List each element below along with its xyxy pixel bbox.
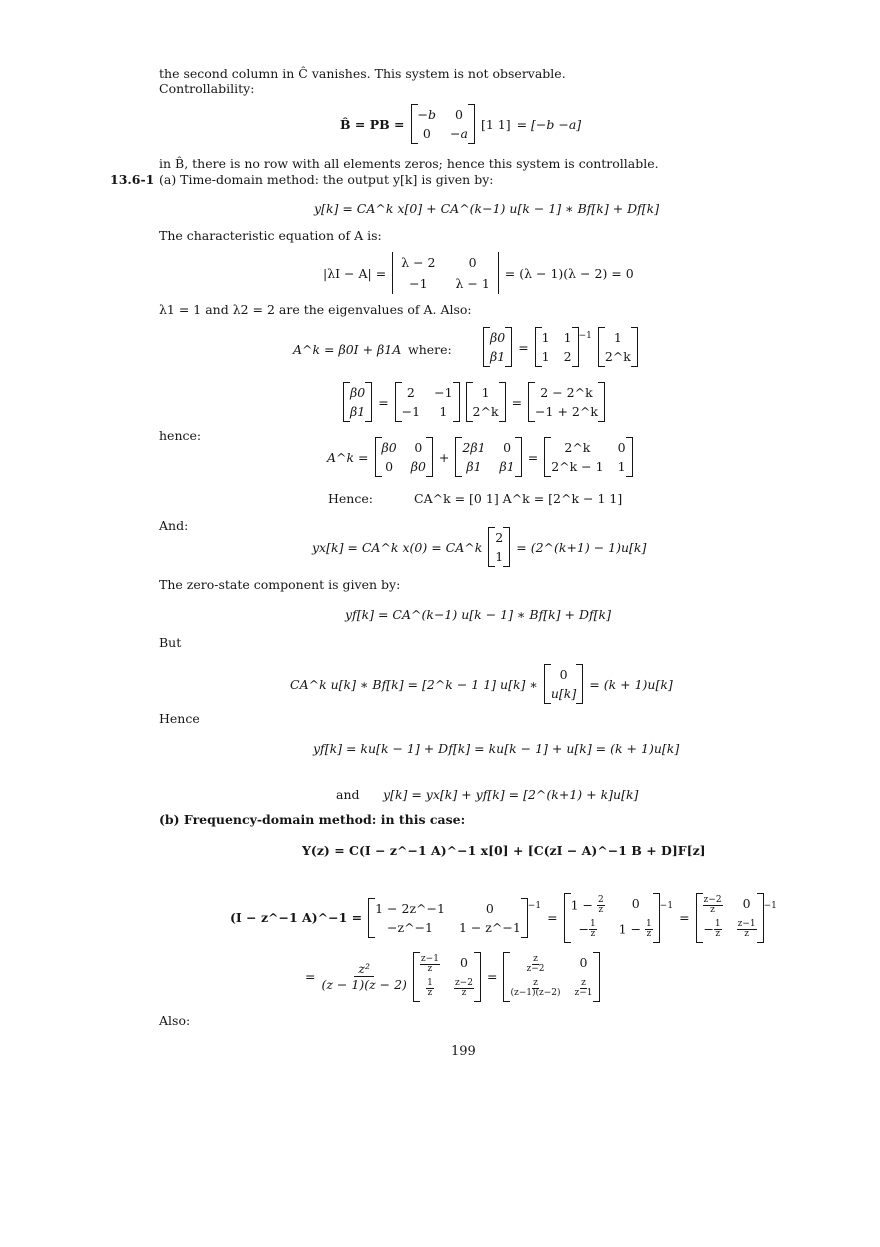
cak-equation: CA^k = [0 1] A^k = [2^k − 1 1] <box>414 491 623 506</box>
controllability-equation <box>340 104 581 144</box>
eq-lhs: B̂ = PB = <box>340 116 405 132</box>
row-vector: [1 1] <box>480 116 511 132</box>
matrix-cell: 2^k <box>472 404 499 419</box>
matrix-cell: 1 <box>481 385 490 400</box>
matrix-cell: 1 − 2z^−1 <box>375 900 445 916</box>
eq-rhs: = [−b −a] <box>516 116 582 132</box>
eq-lhs: CA^k u[k] ∗ Bf[k] = [2^k − 1 1] u[k] ∗ <box>290 676 538 692</box>
matrix <box>544 437 632 477</box>
matrix-cell: 0 <box>385 459 394 474</box>
matrix-cell: 0 <box>503 440 512 455</box>
convolution-equation <box>290 664 673 704</box>
output-equation: y[k] = CA^k x[0] + CA^(k−1) u[k − 1] ∗ Bf[k] + Df[k] <box>314 201 660 216</box>
matrix-cell: 2^k <box>604 349 631 364</box>
matrix-cell: 2^k <box>564 440 591 455</box>
page-number: 199 <box>451 1044 476 1059</box>
matrix-cell: −a <box>450 126 468 141</box>
matrix-cell: −b <box>417 107 437 122</box>
matrix-cell: 1 <box>563 330 572 345</box>
matrix <box>343 382 372 422</box>
hence-label: hence: <box>159 428 202 443</box>
text-line: the second column in Ĉ vanishes. This system is not observable. <box>159 66 566 81</box>
matrix-cell: −z^−1 <box>387 919 434 935</box>
matrix-cell: β0 <box>410 459 426 474</box>
matrix: $\frac{z}{z-2}$ 0 $\frac{z}{(z-1)(z-2)}$ $\frac{z}{z-1}$ <box>503 952 599 1002</box>
matrix-cell: u[k] <box>550 686 577 701</box>
text-line: Controllability: <box>159 81 255 96</box>
matrix <box>368 898 528 938</box>
matrix-cell: 1 <box>439 404 448 419</box>
part-a-heading: (a) Time-domain method: the output y[k] is given by: <box>159 172 494 187</box>
matrix-cell: 2 <box>563 349 572 364</box>
matrix-cell: λ − 2 <box>401 255 436 270</box>
matrix-cell: 1 <box>613 330 622 345</box>
inverse-result: = $\frac{\text{z²}}{(z - 1)(z - 2)}$ $\frac{z-1}{z}$ 0 $\frac{1}{z}$ $\frac{z-2}{z}$ = $\frac{z}{z-2}$ 0 $\frac{z}{(z-1)(z-2)}$ $\frac{z}{z-1}$ <box>305 952 600 1002</box>
matrix <box>466 382 506 422</box>
and-label: And: <box>159 518 189 533</box>
matrix <box>375 437 433 477</box>
matrix-cell: 2^k − 1 <box>551 459 604 474</box>
text-line: The zero-state component is given by: <box>159 577 401 592</box>
hence-label: Hence: <box>328 491 373 506</box>
eq-lhs: (I − z^−1 A)^−1 = <box>230 910 363 926</box>
text-line: in B̂, there is no row with all elements zeros; hence this system is controllable. <box>159 156 659 171</box>
matrix-cell: 1 <box>495 549 504 564</box>
matrix-cell: 1 <box>541 330 550 345</box>
text-line: The characteristic equation of A is: <box>159 228 382 243</box>
matrix-cell: 2 <box>495 530 504 545</box>
y-total-equation: y[k] = yx[k] + yf[k] = [2^(k+1) + k]u[k] <box>383 787 639 802</box>
matrix <box>528 382 605 422</box>
matrix-cell: 0 <box>485 900 494 916</box>
matrix <box>598 327 638 367</box>
matrix-cell: 0 <box>559 667 568 682</box>
matrix-cell: 0 <box>455 107 463 122</box>
beta-definition: β0 β1 = 1 1 1 2 −1 1 2^k <box>483 327 638 367</box>
hence-label: Hence <box>159 711 200 726</box>
eq-rhs: = (k + 1)u[k] <box>589 676 673 692</box>
matrix-cell: 0 <box>422 126 431 141</box>
matrix-cell: β0 <box>381 440 397 455</box>
matrix: 1 − $\frac{2}{z}$ 0 − $\frac{1}{z}$ 1 − $\frac{1}{z}$ <box>564 893 660 943</box>
ak-computation: A^k = β0 0 0 β0 + 2β1 0 β1 β1 = 2^k 0 2^k − 1 1 <box>327 437 633 477</box>
matrix-cell: 2 <box>406 385 415 400</box>
matrix-cell: 0 <box>617 440 626 455</box>
matrix-cell: λ − 1 <box>455 276 490 291</box>
where-label: where: <box>408 342 452 357</box>
eq-rhs: = (λ − 1)(λ − 2) = 0 <box>504 265 634 281</box>
and-word: and <box>336 787 360 802</box>
yx-equation <box>312 527 646 567</box>
problem-number: 13.6-1 <box>110 172 155 187</box>
eq-lhs: |λI − A| = <box>323 265 387 281</box>
but-label: But <box>159 635 182 650</box>
matrix-cell: 0 <box>468 255 477 270</box>
matrix <box>395 382 460 422</box>
matrix-cell: 1 <box>541 349 550 364</box>
matrix: $\frac{z-1}{z}$ 0 $\frac{1}{z}$ $\frac{z-2}{z}$ <box>413 952 481 1002</box>
inverse-computation: (I − z^−1 A)^−1 = 1 − 2z^−1 0 −z^−1 1 − z^−1 −1 = 1 − $\frac{2}{z}$ 0 − $\frac{1}{z}$ 1 − $\frac{1}{z}$ −1 = $\frac{z-2}{z}$ 0 − $\frac{1}{z}$ $\frac{z-1}{z}$ −1 <box>230 893 777 943</box>
matrix-cell: β1 <box>499 459 515 474</box>
determinant <box>392 252 499 294</box>
yf-result: yf[k] = ku[k − 1] + Df[k] = ku[k − 1] + u[k] = (k + 1)u[k] <box>313 741 680 756</box>
eq-rhs: = (2^(k+1) − 1)u[k] <box>516 539 647 555</box>
eq-lhs: yx[k] = CA^k x(0) = CA^k <box>312 539 483 555</box>
matrix-cell: β0 <box>490 330 506 345</box>
matrix <box>488 527 510 567</box>
matrix: $\frac{z-2}{z}$ 0 − $\frac{1}{z}$ $\frac{z-1}{z}$ <box>696 893 764 943</box>
matrix-cell: 2 − 2^k <box>540 385 593 400</box>
matrix-cell: −1 <box>401 404 421 419</box>
matrix-cell: β1 <box>466 459 482 474</box>
matrix-cell: −1 + 2^k <box>535 404 598 419</box>
beta-result: β0 β1 = 2 −1 −1 1 1 2^k = 2 − 2^k −1 + 2^k <box>343 382 605 422</box>
also-label: Also: <box>159 1013 191 1028</box>
matrix-cell: 1 <box>617 459 626 474</box>
matrix-cell: β0 <box>350 385 366 400</box>
matrix-cell: 2β1 <box>462 440 486 455</box>
yf-equation: yf[k] = CA^(k−1) u[k − 1] ∗ Bf[k] + Df[k] <box>345 607 611 622</box>
matrix <box>544 664 583 704</box>
matrix <box>535 327 579 367</box>
eq-lhs: A^k = <box>327 449 369 465</box>
matrix-cell: −1 <box>409 276 428 291</box>
ak-equation: A^k = β0I + β1A <box>293 342 402 357</box>
Y-equation: Y(z) = C(I − z^−1 A)^−1 x[0] + [C(zI − A)^−1 B + D]F[z] <box>302 843 706 858</box>
characteristic-equation <box>323 252 634 294</box>
matrix-cell: −1 <box>434 385 453 400</box>
matrix <box>483 327 512 367</box>
part-b-heading: (b) Frequency-domain method: in this case: <box>159 812 466 827</box>
text-line: λ1 = 1 and λ2 = 2 are the eigenvalues of A. Also: <box>159 302 472 317</box>
matrix-cell: β1 <box>350 404 366 419</box>
matrix <box>411 104 475 144</box>
matrix <box>455 437 521 477</box>
matrix-cell: β1 <box>490 349 506 364</box>
matrix-cell: 1 − z^−1 <box>458 919 521 935</box>
matrix-cell: 0 <box>414 440 423 455</box>
